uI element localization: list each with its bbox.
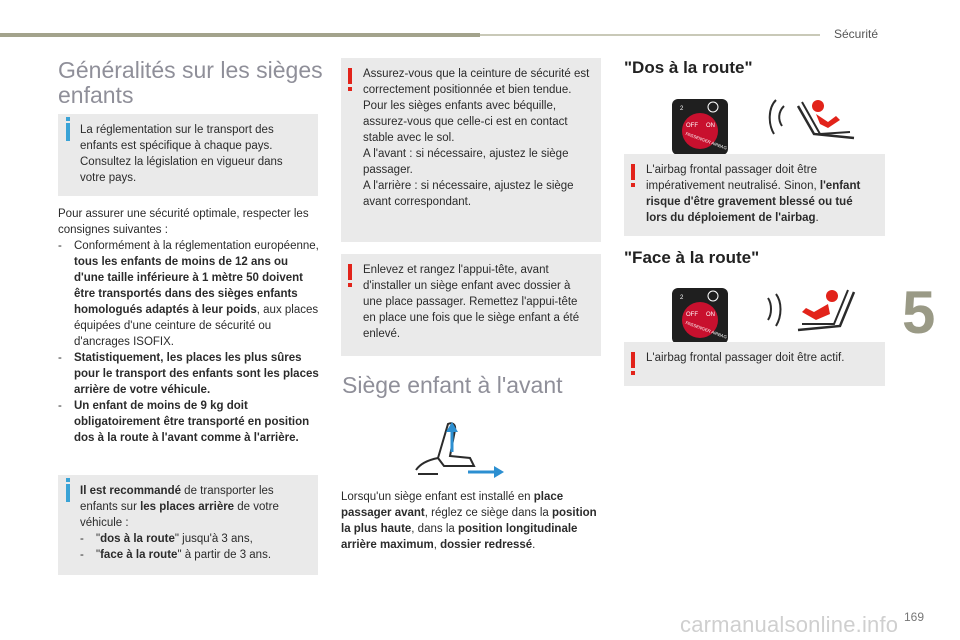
page-number: 169 xyxy=(904,610,925,624)
warning-box-airbag-on xyxy=(624,342,885,386)
forward-facing-seat-icon xyxy=(762,286,868,342)
svg-text:2: 2 xyxy=(680,295,684,301)
rec-bold-1: Il est recommandé xyxy=(80,485,181,497)
info-box-regulation xyxy=(58,114,318,196)
fs-bold-d: position la plus haute xyxy=(341,507,597,535)
info-text: La réglementation sur le transport des enfants est spécifique à chaque pays. Consultez la législation en vigueur dans votre pays. xyxy=(80,124,283,184)
airbag-off-warning-text xyxy=(646,162,875,226)
fs-bold-b: place passager avant xyxy=(341,491,564,519)
rec-item-rear-facing xyxy=(80,531,308,547)
guideline-2-text: Statistiquement, les places les plus sûres pour le transport des enfants sont les places arrière de votre véhicule. xyxy=(74,352,319,396)
warn-line-3: A l'avant : si nécessaire, ajustez le siège passager. xyxy=(363,148,569,176)
section-label: Sécurité xyxy=(834,27,879,41)
front-seat-instructions xyxy=(341,489,603,553)
header-bar-thin xyxy=(480,34,820,36)
badge-on-label: ON xyxy=(706,123,715,129)
warning-box-seatbelt xyxy=(341,58,601,242)
airbag-warn-a: L'airbag frontal passager doit être impérativement neutralisé. Sinon, xyxy=(646,164,820,192)
rec-li2-c: " à partir de 3 ans. xyxy=(177,549,272,561)
guideline-1-text-a: Conformément à la réglementation européenne, xyxy=(74,240,319,252)
fs-text-c: , réglez ce siège dans la xyxy=(424,507,552,519)
airbag-warn-c: . xyxy=(815,212,819,224)
info-icon xyxy=(66,123,70,141)
rec-li1-b: dos à la route xyxy=(100,533,175,545)
warning-text xyxy=(363,66,591,210)
airbag-off-badge xyxy=(671,98,729,156)
front-seat-title: Siège enfant à l'avant xyxy=(342,372,563,398)
watermark: carmanualsonline.info xyxy=(680,612,899,637)
header-bar xyxy=(0,33,480,37)
rec-text-2: de votre véhicule : xyxy=(80,501,279,529)
fs-bold-h: dossier redressé xyxy=(440,539,533,551)
guidelines-intro: Pour assurer une sécurité optimale, respecter les consignes suivantes : xyxy=(58,208,309,236)
airbag-warn-bold: l'enfant risque d'être gravement blessé ou tué lors du déploiement de l'airbag xyxy=(646,180,861,224)
page-title: Généralités sur les sièges enfants xyxy=(58,57,323,108)
fs-text-g: , xyxy=(433,539,441,551)
seat-adjust-icon xyxy=(408,414,512,484)
info-icon xyxy=(66,484,70,502)
warn-line-1: Assurez-vous que la ceinture de sécurité est correctement positionnée et bien tendue. xyxy=(363,68,590,96)
warning-box-headrest xyxy=(341,254,601,356)
warning-box-airbag-off xyxy=(624,154,885,236)
guideline-item-2 xyxy=(58,350,320,398)
svg-text:2: 2 xyxy=(680,106,684,112)
rec-bold-2: les places arrière xyxy=(140,501,235,513)
airbag-on-warning-text: L'airbag frontal passager doit être actif. xyxy=(646,352,845,364)
rec-li1-c: " jusqu'à 3 ans, xyxy=(174,533,253,545)
warn-line-2: Pour les sièges enfants avec béquille, assurez-vous que celle-ci est en contact stable avec le sol. xyxy=(363,100,568,144)
safety-guidelines xyxy=(58,206,320,446)
info-box-recommendation xyxy=(58,475,318,575)
fs-text-a: Lorsqu'un siège enfant est installé en xyxy=(341,491,534,503)
rec-li2-b: face à la route xyxy=(100,549,178,561)
rear-facing-seat-icon xyxy=(762,94,868,150)
warning-icon xyxy=(631,352,635,368)
rec-text-1: de transporter les enfants sur xyxy=(80,485,274,513)
fs-text-i: . xyxy=(532,539,536,551)
guideline-3-text: Un enfant de moins de 9 kg doit obligatoirement être transporté en position dos à la route à l'avant comme à l'arrière. xyxy=(74,400,310,444)
guideline-item-3 xyxy=(58,398,320,446)
fs-text-e: , dans la xyxy=(411,523,458,535)
fs-bold-f: position longitudinale arrière maximum xyxy=(341,523,578,551)
badge-on-label: ON xyxy=(706,312,715,318)
badge-off-label: OFF xyxy=(686,312,698,318)
headrest-warning-text: Enlevez et rangez l'appui-tête, avant d'installer un siège enfant avec dossier à une place passager. Remettez l'appui-tête en place une fois que le siège enfant a été enlevé. xyxy=(363,264,580,340)
warning-icon xyxy=(348,264,352,280)
guideline-1-text-c: , aux places équipées d'une ceinture de sécurité ou d'ancrages ISOFIX. xyxy=(74,304,319,348)
warning-icon xyxy=(348,68,352,84)
airbag-on-badge xyxy=(671,287,729,345)
chapter-number: 5 xyxy=(902,279,936,346)
guideline-item-1 xyxy=(58,238,320,350)
rear-facing-title: "Dos à la route" xyxy=(624,58,753,77)
forward-facing-title: "Face à la route" xyxy=(624,248,760,267)
warn-line-4: A l'arrière : si nécessaire, ajustez le siège avant correspondant. xyxy=(363,180,574,208)
rec-li1-a: " xyxy=(96,533,101,545)
badge-text: PASSENGER AIRBAG xyxy=(684,319,728,340)
recommendation-text xyxy=(80,483,308,563)
guideline-1-text-bold: tous les enfants de moins de 12 ans ou d'une taille inférieure à 1 mètre 50 doivent être transportés dans des sièges enfants homologués adaptés à leur poids xyxy=(74,256,303,316)
badge-text: PASSENGER AIRBAG xyxy=(684,130,728,151)
warning-icon xyxy=(631,164,635,180)
rec-item-forward-facing xyxy=(80,547,308,563)
badge-off-label: OFF xyxy=(686,123,698,129)
rec-li2-a: " xyxy=(96,549,101,561)
